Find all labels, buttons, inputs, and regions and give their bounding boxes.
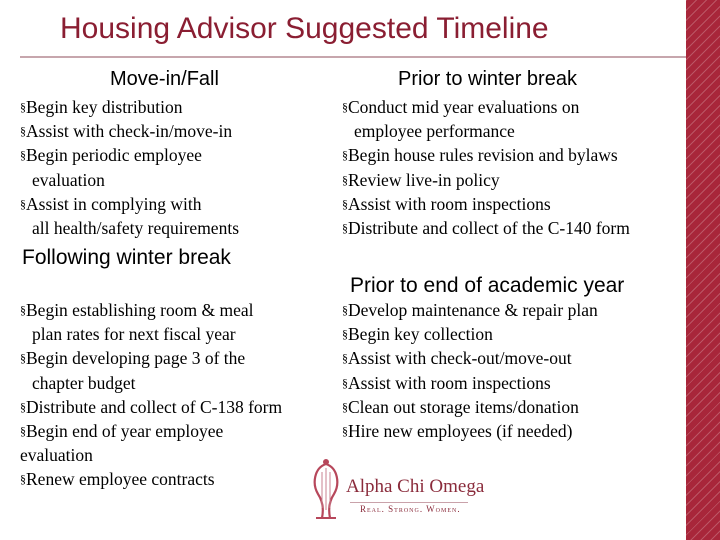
list-item: §Review live-in policy [342,169,500,190]
list-item: §Distribute and collect of C-138 form [20,396,283,417]
list-prior-to-winter-break [342,95,630,240]
bullet-icon: § [342,375,348,390]
list-item-continuation: evaluation [32,169,105,190]
title-divider [20,56,686,58]
bullet-icon: § [20,399,26,414]
list-following-winter-break [20,298,282,492]
list-item: §Assist with check-out/move-out [342,348,572,369]
list-item: §Clean out storage items/donation [342,396,579,417]
list-item-continuation: employee performance [354,121,515,142]
bullet-icon: § [342,399,348,414]
list-item: §Begin developing page 3 of the [20,348,246,369]
list-item: §Develop maintenance & repair plan [342,300,598,320]
list-item: §Begin end of year employee [20,421,224,442]
list-item: §Distribute and collect of the C-140 form [342,218,630,239]
list-item: §Assist with room inspections [342,193,551,214]
list-item: §Begin house rules revision and bylaws [342,145,618,166]
bullet-icon: § [342,351,348,366]
bullet-icon: § [342,303,348,317]
logo-tagline: Real. Strong. Women. [360,504,461,514]
alpha-chi-omega-logo [306,458,485,524]
list-item-continuation: all health/safety requirements [32,218,240,239]
heading-move-in-fall: Move-in/Fall [110,68,219,90]
bullet-icon: § [342,148,348,163]
list-item: §Renew employee contracts [20,469,215,490]
list-item-continuation: plan rates for next fiscal year [32,324,236,345]
heading-prior-to-winter-break: Prior to winter break [398,68,577,90]
heading-prior-to-end-of-academic-year: Prior to end of academic year [350,274,625,297]
bullet-icon: § [20,148,26,163]
bullet-icon: § [20,351,26,366]
list-item: §Begin periodic employee [20,145,202,166]
bullet-icon: § [342,327,348,342]
lyre-logo-icon [306,458,346,524]
bullet-icon: § [20,472,26,487]
list-item-continuation: evaluation [20,445,93,466]
list-item: §Begin establishing room & meal [20,300,254,320]
list-item: §Assist in complying with [20,193,202,214]
list-item: §Begin key collection [342,324,493,345]
decorative-side-band [686,0,720,540]
bullet-icon: § [342,221,348,236]
bullet-icon: § [20,124,26,139]
bullet-icon: § [342,100,348,114]
heading-following-winter-break: Following winter break [22,246,231,269]
logo-divider [350,502,468,503]
bullet-icon: § [20,196,26,211]
bullet-icon: § [20,424,26,439]
bullet-icon: § [20,100,26,114]
bullet-icon: § [342,424,348,439]
list-item-continuation: chapter budget [32,372,136,393]
bullet-icon: § [342,196,348,211]
list-move-in-fall [20,95,239,240]
bullet-icon: § [20,303,26,317]
logo-name: Alpha Chi Omega [346,476,485,497]
list-item: §Begin key distribution [20,97,183,117]
slide-title: Housing Advisor Suggested Timeline [60,12,549,45]
bullet-icon: § [342,172,348,187]
list-prior-to-end-of-academic-year [342,298,598,443]
list-item: §Assist with room inspections [342,372,551,393]
list-item: §Assist with check-in/move-in [20,121,233,142]
list-item: §Hire new employees (if needed) [342,421,573,442]
list-item: §Conduct mid year evaluations on [342,97,580,117]
